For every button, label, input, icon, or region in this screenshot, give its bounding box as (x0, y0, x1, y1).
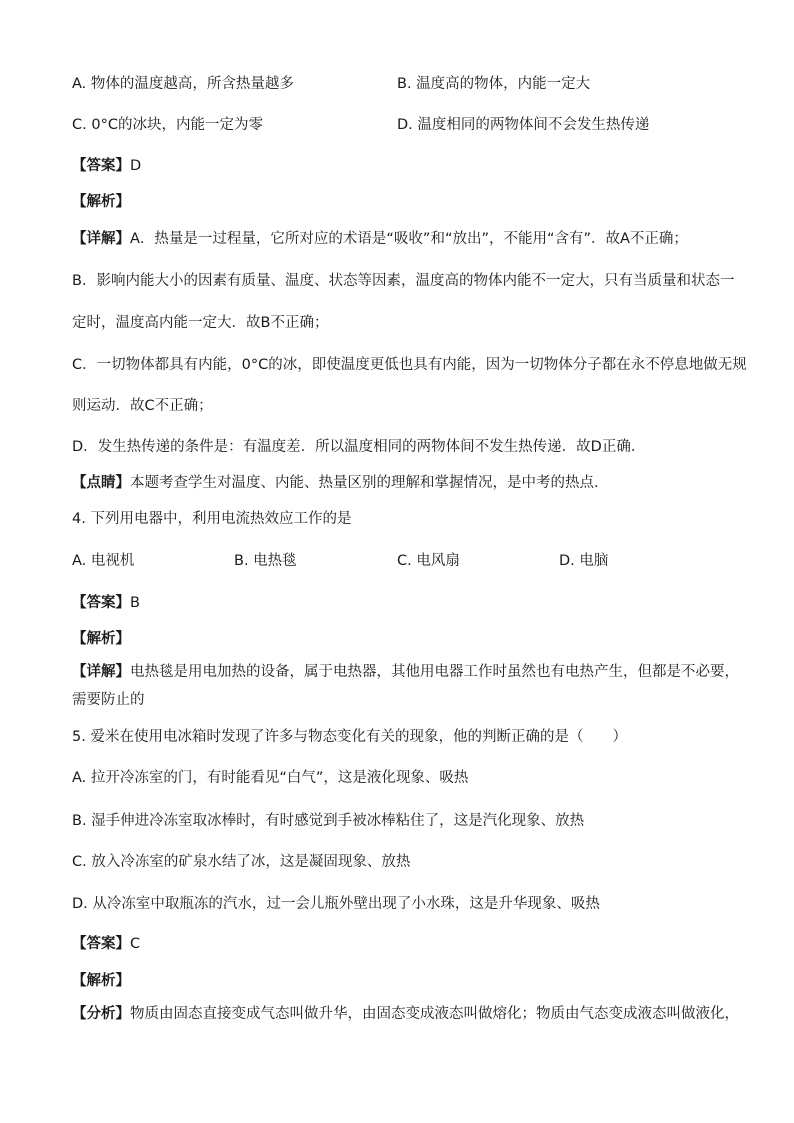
answer-tag: 【答案】 (72, 936, 130, 952)
q4-option-c: C. 电风扇 (397, 553, 460, 569)
q5-option-a: A. 拉开冷冻室的门，有时能看见“白气”，这是液化现象、吸热 (72, 770, 469, 786)
q4-option-d: D. 电脑 (559, 553, 609, 569)
q3-detail-b2: 定时，温度高内能一定大．故B不正确； (72, 315, 329, 331)
q3-option-b: B. 温度高的物体，内能一定大 (397, 76, 591, 92)
answer-value: B (130, 595, 140, 611)
q3-option-d: D. 温度相同的两物体间不会发生热传递 (397, 117, 650, 133)
q3-detail-a (72, 229, 688, 249)
q3-detail-d: D．发生热传递的条件是：有温度差．所以温度相同的两物体间不发生热传递．故D正确． (72, 439, 646, 455)
comment-tag: 【点睛】 (72, 475, 130, 491)
q3-comment (72, 473, 609, 493)
detail-text: A．热量是一过程量，它所对应的术语是“吸收”和“放出”，不能用“含有”．故A不正确； (130, 231, 688, 247)
q3-analysis-tag: 【解析】 (72, 194, 130, 210)
q5-analysis-tag: 【解析】 (72, 973, 130, 989)
q3-option-a: A. 物体的温度越高，所含热量越多 (72, 76, 294, 92)
q3-option-c: C. 0°C的冰块，内能一定为零 (72, 117, 263, 133)
q3-detail-c1: C．一切物体都具有内能，0°C的冰，即使温度更低也具有内能，因为一切物体分子都在永不停息地做无规 (72, 357, 747, 373)
q5-option-c: C. 放入冷冻室的矿泉水结了冰，这是凝固现象、放热 (72, 854, 411, 870)
detail-tag: 【详解】 (72, 664, 130, 680)
q4-option-b: B. 电热毯 (234, 553, 297, 569)
q4-detail-1 (72, 662, 739, 682)
analysis-tag: 【分析】 (72, 1006, 130, 1022)
q4-analysis-tag: 【解析】 (72, 631, 130, 647)
analysis-text: 物质由固态直接变成气态叫做升华，由固态变成液态叫做熔化；物质由气态变成液态叫做液化， (130, 1006, 739, 1022)
q4-option-a: A. 电视机 (72, 553, 135, 569)
comment-text: 本题考查学生对温度、内能、热量区别的理解和掌握情况，是中考的热点． (130, 475, 609, 491)
answer-tag: 【答案】 (72, 158, 130, 174)
q5-answer (72, 934, 140, 954)
q4-answer (72, 593, 140, 613)
q5-analysis-text (72, 1004, 739, 1024)
q5-option-b: B. 湿手伸进冷冻室取冰棒时，有时感觉到手被冰棒粘住了，这是汽化现象、放热 (72, 813, 585, 829)
answer-tag: 【答案】 (72, 595, 130, 611)
q5-stem: 5. 爱米在使用电冰箱时发现了许多与物态变化有关的现象，他的判断正确的是（ ） (72, 729, 627, 745)
detail-tag: 【详解】 (72, 231, 130, 247)
detail-text: 电热毯是用电加热的设备，属于电热器，其他用电器工作时虽然也有电热产生，但都是不必要， (130, 664, 739, 680)
q4-detail-2: 需要防止的 (72, 692, 145, 708)
q3-detail-c2: 则运动．故C不正确； (72, 398, 213, 414)
answer-value: C (130, 936, 141, 952)
q4-stem: 4. 下列用电器中，利用电流热效应工作的是 (72, 511, 352, 527)
answer-value: D (130, 158, 142, 174)
q3-answer (72, 156, 141, 176)
q3-detail-b1: B．影响内能大小的因素有质量、温度、状态等因素，温度高的物体内能不一定大，只有当质量和状态一 (72, 273, 735, 289)
q5-option-d: D. 从冷冻室中取瓶冻的汽水，过一会儿瓶外壁出现了小水珠，这是升华现象、吸热 (72, 896, 600, 912)
